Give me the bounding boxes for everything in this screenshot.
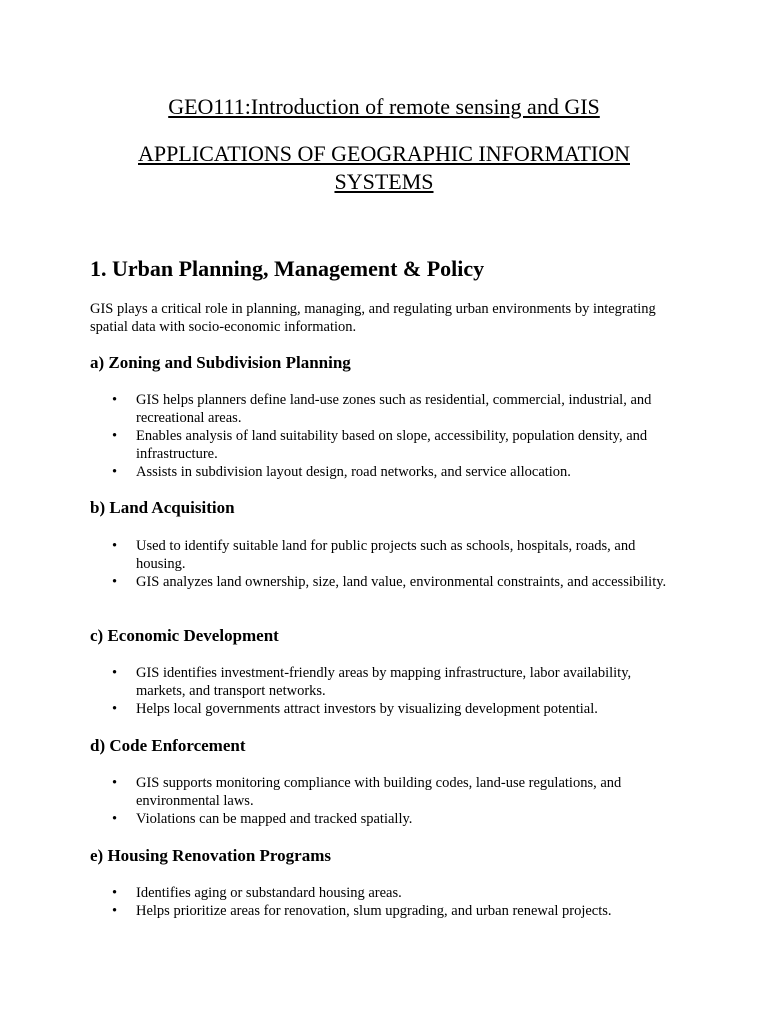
list-item bbox=[90, 573, 680, 591]
list-item bbox=[90, 427, 680, 463]
list-item bbox=[90, 884, 680, 902]
list-item-text: Used to identify suitable land for public projects such as schools, hospitals, roads, and housing. bbox=[136, 538, 636, 572]
subsection-heading-housing-renovation: e) Housing Renovation Programs bbox=[90, 846, 331, 865]
list-item-text: Assists in subdivision layout design, road networks, and service allocation. bbox=[136, 464, 571, 480]
list-item-text: Enables analysis of land suitability based on slope, accessibility, population density, and infrastructure. bbox=[136, 428, 648, 462]
subsection-heading-economic-development: c) Economic Development bbox=[90, 626, 279, 645]
bullet-dot-icon: • bbox=[112, 885, 118, 901]
bullet-list-economic-development bbox=[90, 664, 680, 718]
list-item-text: Identifies aging or substandard housing areas. bbox=[136, 885, 402, 901]
list-item bbox=[90, 391, 680, 427]
bullet-list-land-acquisition bbox=[90, 537, 680, 591]
list-item-text: GIS identifies investment-friendly areas by mapping infrastructure, labor availability, markets, and transport networks. bbox=[136, 665, 632, 699]
list-item-text: GIS analyzes land ownership, size, land value, environmental constraints, and accessibility. bbox=[136, 574, 667, 590]
bullet-dot-icon: • bbox=[112, 538, 118, 554]
bullet-dot-icon: • bbox=[112, 701, 118, 717]
list-item bbox=[90, 774, 680, 810]
main-title: APPLICATIONS OF GEOGRAPHIC INFORMATION SYSTEMS bbox=[138, 141, 630, 194]
bullet-dot-icon: • bbox=[112, 392, 118, 408]
list-item bbox=[90, 700, 680, 718]
bullet-dot-icon: • bbox=[112, 574, 118, 590]
subsection-heading-land-acquisition: b) Land Acquisition bbox=[90, 498, 235, 517]
intro-paragraph: GIS plays a critical role in planning, managing, and regulating urban environments by integrating spatial data with socio-economic information. bbox=[90, 301, 656, 335]
bullet-list-housing-renovation bbox=[90, 884, 680, 920]
bullet-dot-icon: • bbox=[112, 665, 118, 681]
bullet-dot-icon: • bbox=[112, 903, 118, 919]
bullet-dot-icon: • bbox=[112, 811, 118, 827]
bullet-list-code-enforcement bbox=[90, 774, 680, 828]
list-item-text: GIS supports monitoring compliance with building codes, land-use regulations, and environmental laws. bbox=[136, 775, 622, 809]
section-heading: 1. Urban Planning, Management & Policy bbox=[90, 256, 485, 281]
list-item bbox=[90, 664, 680, 700]
list-item-text: Helps local governments attract investors by visualizing development potential. bbox=[136, 701, 598, 717]
list-item bbox=[90, 537, 680, 573]
bullet-list-zoning bbox=[90, 391, 680, 481]
subsection-heading-code-enforcement: d) Code Enforcement bbox=[90, 736, 246, 755]
list-item-text: Violations can be mapped and tracked spatially. bbox=[136, 811, 413, 827]
list-item-text: Helps prioritize areas for renovation, slum upgrading, and urban renewal projects. bbox=[136, 903, 612, 919]
bullet-dot-icon: • bbox=[112, 464, 118, 480]
list-item bbox=[90, 463, 680, 481]
subsection-heading-zoning: a) Zoning and Subdivision Planning bbox=[90, 353, 351, 372]
course-title: GEO111:Introduction of remote sensing and GIS bbox=[168, 94, 600, 119]
bullet-dot-icon: • bbox=[112, 775, 118, 791]
list-item-text: GIS helps planners define land-use zones such as residential, commercial, industrial, and recreational areas. bbox=[136, 392, 652, 426]
list-item bbox=[90, 810, 680, 828]
list-item bbox=[90, 902, 680, 920]
bullet-dot-icon: • bbox=[112, 428, 118, 444]
